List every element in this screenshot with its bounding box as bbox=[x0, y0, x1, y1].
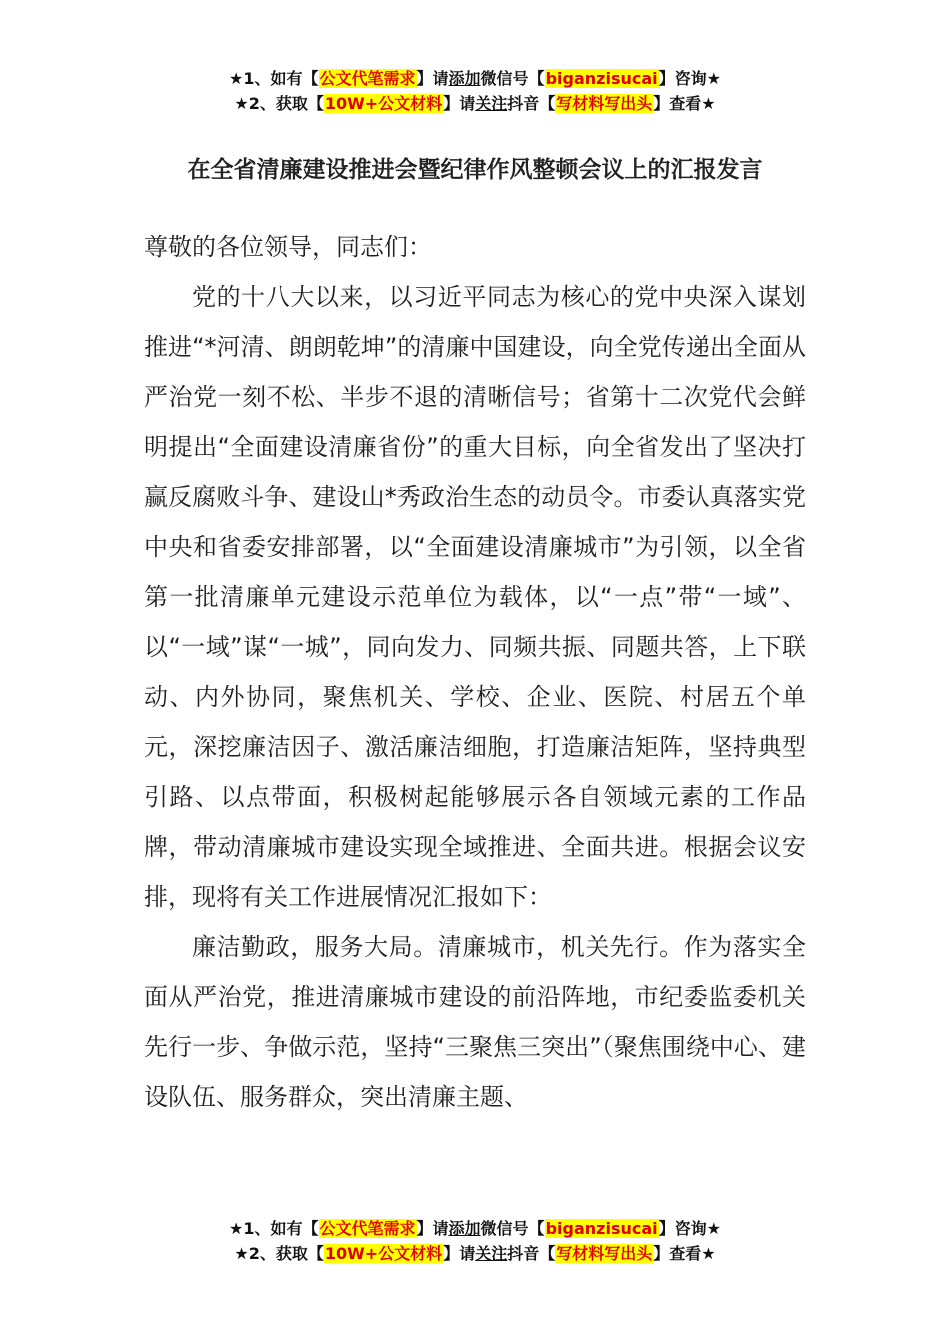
promo-underline-text: 关注 bbox=[475, 94, 508, 113]
promo-text: 】查看★ bbox=[653, 94, 716, 113]
promo-highlight: 10W+公文材料 bbox=[324, 94, 443, 113]
promo-highlight: biganzisucai bbox=[545, 69, 658, 88]
salutation: 尊敬的各位领导，同志们： bbox=[144, 233, 432, 261]
promo-text: ★1、如有【 bbox=[229, 69, 319, 88]
promo-highlight: 写材料写出头 bbox=[556, 1244, 653, 1263]
promo-text: 抖音【 bbox=[507, 94, 556, 113]
promo-line-1 bbox=[0, 1216, 950, 1241]
promo-highlight: 10W+公文材料 bbox=[324, 1244, 443, 1263]
promo-text: ★2、获取【 bbox=[234, 94, 324, 113]
promo-text: 】请 bbox=[416, 69, 449, 88]
promo-highlight: biganzisucai bbox=[545, 1219, 658, 1238]
promo-underline-text: 添加 bbox=[448, 69, 481, 88]
promo-text: 微信号【 bbox=[480, 69, 545, 88]
promo-text: 】请 bbox=[443, 94, 476, 113]
promo-underline-text: 关注 bbox=[475, 1244, 508, 1263]
promo-text: 】咨询★ bbox=[658, 69, 721, 88]
promo-line-1 bbox=[0, 66, 950, 91]
promo-text: 抖音【 bbox=[507, 1244, 556, 1263]
promo-highlight: 公文代笔需求 bbox=[319, 69, 416, 88]
promo-text: 】请 bbox=[443, 1244, 476, 1263]
body-paragraph: 党的十八大以来，以习近平同志为核心的党中央深入谋划推进“*河清、朗朗乾坤”的清廉中国建设，向全党传递出全面从严治党一刻不松、半步不退的清晰信号；省第十二次党代会鲜明提出“全面建设清廉省份”的重大目标，向全省发出了坚决打赢反腐败斗争、建设山*秀政治生态的动员令。市委认真落实党中央和省委安排部署，以“全面建设清廉城市”为引领，以全省第一批清廉单元建设示范单位为载体，以“一点”带“一域”、以“一域”谋“一城”，同向发力、同频共振、同题共答，上下联动、内外协同，聚焦机关、学校、企业、医院、村居五个单元，深挖廉洁因子、激活廉洁细胞，打造廉洁矩阵，坚持典型引路、以点带面，积极树起能够展示各自领域元素的工作品牌，带动清廉城市建设实现全域推进、全面共进。根据会议安排，现将有关工作进展情况汇报如下： bbox=[144, 283, 806, 911]
top-promo-banner bbox=[0, 66, 950, 116]
promo-text: 微信号【 bbox=[480, 1219, 545, 1238]
body-paragraph: 廉洁勤政，服务大局。清廉城市，机关先行。作为落实全面从严治党，推进清廉城市建设的前沿阵地，市纪委监委机关先行一步、争做示范，坚持“三聚焦三突出”（聚焦围绕中心、建设队伍、服务群众，突出清廉主题、 bbox=[144, 933, 806, 1111]
bottom-promo-banner bbox=[0, 1216, 950, 1266]
promo-text: 】咨询★ bbox=[658, 1219, 721, 1238]
promo-text: ★1、如有【 bbox=[229, 1219, 319, 1238]
promo-text: ★2、获取【 bbox=[234, 1244, 324, 1263]
document-title: 在全省清廉建设推进会暨纪律作风整顿会议上的汇报发言 bbox=[187, 157, 763, 183]
promo-text: 】请 bbox=[416, 1219, 449, 1238]
promo-text: 】查看★ bbox=[653, 1244, 716, 1263]
promo-line-2 bbox=[0, 1241, 950, 1266]
promo-highlight: 公文代笔需求 bbox=[319, 1219, 416, 1238]
promo-line-2 bbox=[0, 91, 950, 116]
promo-highlight: 写材料写出头 bbox=[556, 94, 653, 113]
document-body bbox=[144, 222, 806, 1122]
promo-underline-text: 添加 bbox=[448, 1219, 481, 1238]
